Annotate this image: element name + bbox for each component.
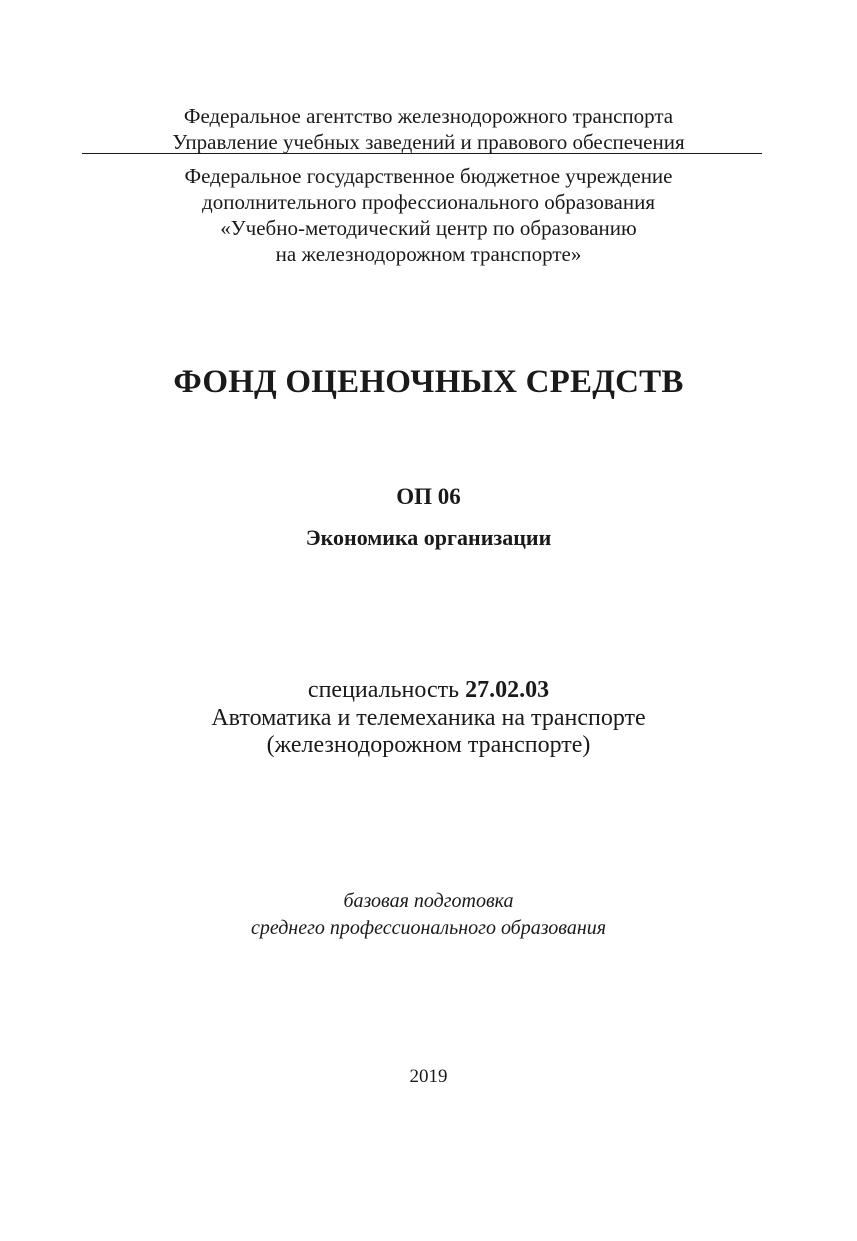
- institution-line-4: на железнодорожном транспорте»: [275, 242, 582, 266]
- institution-line-3: «Учебно-методический центр по образованию: [220, 216, 637, 240]
- institution-line-1: Федеральное государственное бюджетное учреждение: [184, 164, 673, 188]
- training-level-line-1: базовая подготовка: [343, 890, 514, 912]
- specialty-code: 27.02.03: [465, 677, 550, 703]
- institution-line-2: дополнительного профессионального образования: [202, 190, 655, 214]
- header-divider: [82, 153, 762, 154]
- document-title: ФОНД ОЦЕНОЧНЫХ СРЕДСТВ: [173, 364, 684, 400]
- specialty-prefix: специальность: [307, 677, 466, 703]
- department-name: Управление учебных заведений и правового обеспечения: [172, 130, 685, 154]
- agency-name: Федеральное агентство железнодорожного транспорта: [183, 104, 674, 128]
- specialty-name-line-2: (железнодорожном транспорте): [266, 732, 591, 758]
- specialty-line: [0, 676, 857, 704]
- specialty-name-line-1: Автоматика и телемеханика на транспорте: [211, 705, 646, 731]
- discipline-name: Экономика организации: [305, 525, 552, 550]
- discipline-code: ОП 06: [396, 484, 461, 509]
- training-level-line-2: среднего профессионального образования: [250, 917, 607, 939]
- publication-year: 2019: [409, 1066, 448, 1087]
